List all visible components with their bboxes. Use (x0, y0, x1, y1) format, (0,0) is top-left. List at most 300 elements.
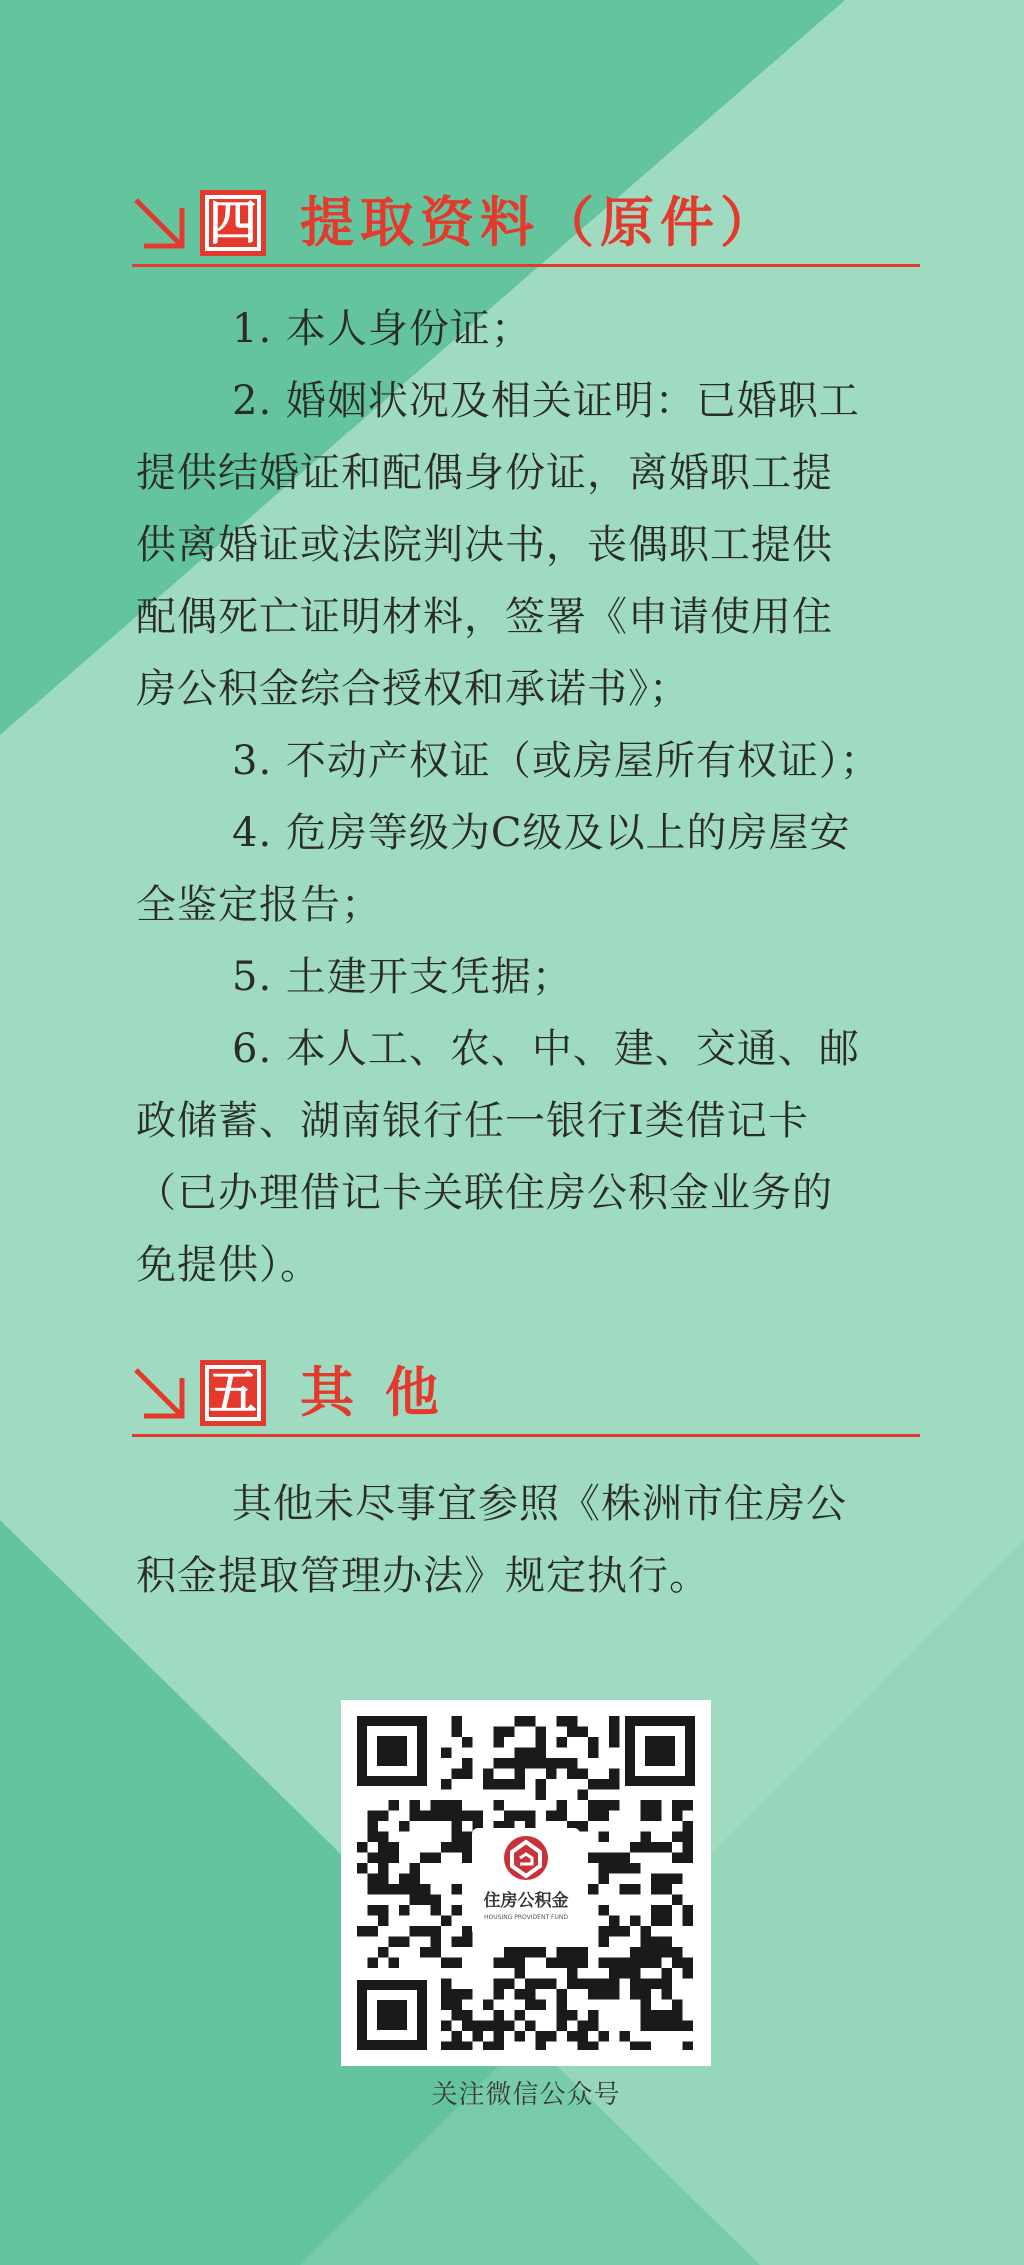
qr-module (641, 1958, 652, 1969)
qr-module (525, 2000, 536, 2011)
qr-module (368, 1821, 379, 1832)
qr-module (557, 1958, 568, 1969)
qr-module (452, 2010, 463, 2021)
qr-module (494, 2021, 505, 2032)
qr-module (431, 1853, 442, 1864)
qr-module (473, 2021, 484, 2032)
qr-module (494, 1800, 505, 1811)
qr-module (462, 1832, 473, 1843)
qr-module (588, 1737, 599, 1748)
qr-module (525, 1811, 536, 1822)
qr-module (620, 1958, 631, 1969)
qr-module (462, 2042, 473, 2051)
qr-module (641, 1947, 652, 1958)
qr-module (641, 2042, 652, 2051)
qr-module (525, 1947, 536, 1958)
qr-module (420, 1926, 431, 1937)
qr-module (368, 1832, 379, 1843)
qr-module (452, 1884, 463, 1895)
qr-module (462, 2010, 473, 2021)
qr-module (462, 1842, 473, 1853)
qr-module (683, 1916, 694, 1927)
qr-module (410, 1811, 421, 1822)
qr-module (410, 1895, 421, 1906)
qr-caption: 关注微信公众号 (431, 2080, 621, 2110)
qr-module (672, 1853, 683, 1864)
qr-module (599, 1937, 610, 1948)
item-4-line: 全鉴定报告； (136, 882, 382, 928)
qr-module (641, 2021, 652, 2032)
qr-module (399, 1821, 410, 1832)
qr-module (420, 1947, 431, 1958)
qr-module (578, 1821, 589, 1832)
qr-module (578, 1727, 589, 1738)
qr-module (567, 1947, 578, 1958)
qr-module (641, 1937, 652, 1948)
qr-module (557, 1811, 568, 1822)
qr-module (473, 1811, 484, 1822)
qr-module (546, 1769, 557, 1780)
qr-module (462, 1737, 473, 1748)
qr-logo-text: 住房公积金 (483, 1891, 569, 1911)
qr-module (672, 1811, 683, 1822)
qr-module (567, 1769, 578, 1780)
qr-module (588, 1811, 599, 1822)
qr-module (578, 1790, 589, 1801)
qr-module (504, 1811, 515, 1822)
qr-module (662, 1968, 673, 1979)
qr-module (494, 2042, 505, 2051)
qr-module (389, 1842, 400, 1853)
qr-module (599, 2031, 610, 2042)
item-4-line: 4. 危房等级为C级及以上的房屋安 (232, 810, 851, 856)
qr-module (641, 1811, 652, 1822)
qr-module (683, 1968, 694, 1979)
qr-module (525, 1716, 536, 1727)
section-5-header (132, 1360, 920, 1440)
qr-module (494, 1737, 505, 1748)
qr-module (588, 1748, 599, 1759)
qr-module (525, 1989, 536, 2000)
qr-module (672, 1895, 683, 1906)
qr-module (651, 1937, 662, 1948)
qr-module (420, 1895, 431, 1906)
qr-module (483, 2042, 494, 2051)
qr-module (567, 2031, 578, 2042)
qr-module (557, 2021, 568, 2032)
qr-module (494, 1758, 505, 1769)
qr-module (578, 2042, 589, 2051)
qr-module (378, 1842, 389, 1853)
qr-module (630, 1968, 641, 1979)
qr-module (557, 1989, 568, 2000)
qr-module (515, 2031, 526, 2042)
qr-module (557, 1716, 568, 1727)
qr-module (452, 2000, 463, 2011)
qr-module (357, 1842, 368, 1853)
qr-module (368, 1905, 379, 1916)
qr-module (462, 1769, 473, 1780)
qr-module (441, 1958, 452, 1969)
qr-module (630, 1842, 641, 1853)
qr-module (683, 2042, 694, 2051)
qr-module (378, 1916, 389, 1927)
qr-module (378, 1947, 389, 1958)
qr-module (515, 1769, 526, 1780)
qr-module (368, 1884, 379, 1895)
qr-module (494, 2031, 505, 2042)
qr-logo-subtext: HOUSING PROVIDENT FUND (484, 1914, 568, 1921)
qr-module (630, 1958, 641, 1969)
qr-module (515, 1968, 526, 1979)
qr-module (567, 1968, 578, 1979)
qr-module (662, 1989, 673, 2000)
qr-module (494, 1958, 505, 1969)
qr-module (536, 2031, 547, 2042)
qr-module (368, 1811, 379, 1822)
qr-module (462, 1989, 473, 2000)
qr-module (662, 1842, 673, 1853)
qr-module (567, 1716, 578, 1727)
qr-module (672, 1958, 683, 1969)
qr-module (599, 1926, 610, 1937)
qr-module (441, 1748, 452, 1759)
qr-module (662, 1979, 673, 1990)
qr-module (504, 1947, 515, 1958)
qr-module (662, 1905, 673, 1916)
qr-module (651, 1800, 662, 1811)
qr-module (515, 1989, 526, 2000)
qr-module (525, 2021, 536, 2032)
qr-module (609, 1979, 620, 1990)
qr-module (609, 1989, 620, 2000)
qr-module (441, 1979, 452, 1990)
qr-module (557, 1800, 568, 1811)
qr-module (389, 1937, 400, 1948)
qr-module (452, 1989, 463, 2000)
qr-module (609, 1737, 620, 1748)
qr-module (515, 1811, 526, 1822)
qr-module (431, 1926, 442, 1937)
item-6-line: 6. 本人工、农、中、建、交通、邮 (232, 1026, 860, 1072)
qr-code-image (357, 1716, 695, 2050)
qr-module (494, 1727, 505, 1738)
qr-module (672, 1800, 683, 1811)
item-5-line: 5. 土建开支凭据； (232, 954, 573, 1000)
qr-module (557, 1758, 568, 1769)
qr-module (494, 1989, 505, 2000)
qr-module (420, 1811, 431, 1822)
qr-module (683, 1905, 694, 1916)
qr-module (525, 1979, 536, 1990)
qr-module (599, 1874, 610, 1885)
qr-module (504, 1958, 515, 1969)
qr-module (515, 1758, 526, 1769)
qr-module (672, 1832, 683, 1843)
qr-module (620, 1853, 631, 1864)
qr-module (452, 1811, 463, 1822)
qr-module (546, 1958, 557, 1969)
qr-module (662, 1916, 673, 1927)
qr-module (441, 1779, 452, 1790)
qr-module (389, 1853, 400, 1864)
qr-module (536, 1758, 547, 1769)
qr-module (567, 1958, 578, 1969)
qr-module (494, 1779, 505, 1790)
qr-module (378, 1832, 389, 1843)
arrow-down-right-icon (132, 1366, 192, 1426)
qr-module (452, 1821, 463, 1832)
qr-module (431, 1905, 442, 1916)
section-title: 提取资料（原件） (300, 191, 780, 254)
qr-module (378, 1853, 389, 1864)
qr-module (588, 1979, 599, 1990)
qr-module (651, 2010, 662, 2021)
qr-module (452, 2031, 463, 2042)
qr-module (641, 2010, 652, 2021)
qr-module (389, 1884, 400, 1895)
other-line: 积金提取管理办法》规定执行。 (136, 1553, 710, 1599)
qr-module (609, 1853, 620, 1864)
qr-module (536, 1779, 547, 1790)
qr-module (557, 1947, 568, 1958)
qr-module (431, 1811, 442, 1822)
section-5-body (136, 1468, 926, 1612)
qr-module (588, 1884, 599, 1895)
qr-module (431, 1895, 442, 1906)
qr-module (599, 1958, 610, 1969)
qr-module (662, 2010, 673, 2021)
qr-module (683, 1842, 694, 1853)
qr-module (368, 1853, 379, 1864)
qr-module (599, 1811, 610, 1822)
qr-module (651, 1947, 662, 1958)
wechat-qr-code (341, 1700, 711, 2066)
qr-module (651, 1916, 662, 1927)
qr-module (441, 1800, 452, 1811)
qr-module (588, 2042, 599, 2051)
qr-module (599, 1905, 610, 1916)
qr-module (399, 1874, 410, 1885)
qr-module (536, 1727, 547, 1738)
qr-module (431, 1800, 442, 1811)
qr-module (672, 2000, 683, 2011)
qr-module (609, 1769, 620, 1780)
qr-module (441, 2042, 452, 2051)
qr-module (378, 1811, 389, 1822)
qr-module (599, 1863, 610, 1874)
section-number-badge: 五 (200, 1360, 266, 1426)
item-2-line: 房公积金综合授权和承诺书》； (136, 666, 690, 712)
qr-module (452, 1727, 463, 1738)
item-6-line: 免提供）。 (136, 1242, 321, 1288)
qr-module (557, 2000, 568, 2011)
qr-module (609, 1958, 620, 1969)
qr-module (546, 1811, 557, 1822)
qr-module (557, 2010, 568, 2021)
qr-module (546, 1979, 557, 1990)
qr-module (683, 1821, 694, 1832)
qr-module (441, 1989, 452, 2000)
section-divider (132, 264, 920, 267)
qr-module (651, 2021, 662, 2032)
qr-module (651, 1874, 662, 1885)
qr-module (588, 2021, 599, 2032)
qr-module (609, 1716, 620, 1727)
qr-module (588, 1989, 599, 2000)
qr-module (683, 1832, 694, 1843)
qr-module (462, 1926, 473, 1937)
qr-module (515, 2010, 526, 2021)
qr-module (641, 2000, 652, 2011)
section-divider (132, 1434, 920, 1437)
qr-module (630, 1979, 641, 1990)
qr-module (536, 2000, 547, 2011)
qr-module (515, 1958, 526, 1969)
qr-module (567, 1727, 578, 1738)
qr-module (567, 2010, 578, 2021)
qr-module (399, 1937, 410, 1948)
qr-module (525, 1758, 536, 1769)
qr-module (620, 2031, 631, 2042)
qr-module (410, 1926, 421, 1937)
qr-module (546, 1758, 557, 1769)
qr-module (378, 1905, 389, 1916)
qr-module (609, 1968, 620, 1979)
qr-module (452, 1937, 463, 1948)
qr-module (578, 1979, 589, 1990)
qr-module (368, 1874, 379, 1885)
qr-module (378, 1874, 389, 1885)
qr-module (620, 1968, 631, 1979)
qr-module (504, 2021, 515, 2032)
qr-module (389, 1958, 400, 1969)
section-number-badge: 四 (200, 190, 266, 256)
qr-module (410, 1884, 421, 1895)
qr-module (578, 1769, 589, 1780)
qr-module (420, 1884, 431, 1895)
qr-module (630, 1947, 641, 1958)
qr-module (599, 1989, 610, 2000)
qr-module (609, 1916, 620, 1927)
qr-module (599, 1800, 610, 1811)
qr-module (452, 1958, 463, 1969)
qr-module (609, 1727, 620, 1738)
qr-module (368, 1926, 379, 1937)
qr-module (515, 1779, 526, 1790)
qr-module (378, 1863, 389, 1874)
section-4-body (136, 293, 926, 1301)
qr-module (389, 1800, 400, 1811)
section-4-header (132, 190, 920, 270)
qr-module (620, 1884, 631, 1895)
qr-module (431, 1937, 442, 1948)
qr-module (630, 1863, 641, 1874)
qr-module (599, 1832, 610, 1843)
qr-module (641, 1979, 652, 1990)
qr-module (641, 1842, 652, 1853)
qr-module (452, 1842, 463, 1853)
qr-module (588, 1853, 599, 1864)
qr-module (536, 1947, 547, 1958)
qr-module (557, 1737, 568, 1748)
qr-module (452, 1832, 463, 1843)
qr-module (431, 1947, 442, 1958)
qr-module (483, 2021, 494, 2032)
qr-module (357, 1926, 368, 1937)
qr-module (599, 1853, 610, 1864)
qr-module (515, 1947, 526, 1958)
housing-fund-logo-icon (504, 1836, 548, 1880)
qr-module (641, 1926, 652, 1937)
qr-module (536, 1748, 547, 1759)
qr-module (588, 2010, 599, 2021)
qr-module (578, 1958, 589, 1969)
qr-module (494, 1979, 505, 1990)
qr-module (620, 1926, 631, 1937)
qr-module (662, 1874, 673, 1885)
qr-module (473, 2031, 484, 2042)
qr-module (683, 1853, 694, 1864)
qr-module (441, 1916, 452, 1927)
qr-module (683, 1958, 694, 1969)
qr-module (462, 2021, 473, 2032)
section-title: 其 他 (300, 1361, 445, 1424)
qr-module (672, 2010, 683, 2021)
qr-module (609, 1779, 620, 1790)
item-3-line: 3. 不动产权证（或房屋所有权证）； (232, 738, 881, 784)
qr-module (494, 2010, 505, 2021)
qr-module (462, 1937, 473, 1948)
qr-module (452, 2042, 463, 2051)
qr-module (651, 1842, 662, 1853)
qr-module (683, 2021, 694, 2032)
qr-module (662, 1947, 673, 1958)
qr-module (504, 1727, 515, 1738)
qr-module (578, 1947, 589, 1958)
qr-module (630, 1989, 641, 2000)
qr-module (536, 2042, 547, 2051)
arrow-down-right-icon (132, 196, 192, 256)
qr-module (651, 1958, 662, 1969)
qr-module (662, 2021, 673, 2032)
qr-module (588, 1800, 599, 1811)
qr-module (651, 1979, 662, 1990)
other-line: 其他未尽事宜参照《株洲市住房公 (232, 1481, 847, 1527)
qr-module (410, 1863, 421, 1874)
qr-module (504, 1779, 515, 1790)
qr-module (641, 1989, 652, 2000)
qr-module (641, 1800, 652, 1811)
item-2-line: 供离婚证或法院判决书，丧偶职工提供 (136, 522, 833, 568)
qr-module (588, 1779, 599, 1790)
qr-module (630, 1884, 641, 1895)
qr-module (630, 1916, 641, 1927)
qr-module (452, 1769, 463, 1780)
qr-module (515, 1716, 526, 1727)
qr-module (620, 1863, 631, 1874)
item-2-line: 提供结婚证和配偶身份证，离婚职工提 (136, 450, 833, 496)
qr-module (441, 1842, 452, 1853)
qr-module (662, 1884, 673, 1895)
qr-module (546, 2031, 557, 2042)
qr-module (399, 1905, 410, 1916)
qr-module (630, 2042, 641, 2051)
qr-module (368, 1958, 379, 1969)
qr-module (462, 1811, 473, 1822)
item-2-line: 配偶死亡证明材料，签署《申请使用住 (136, 594, 833, 640)
qr-module (462, 1853, 473, 1864)
